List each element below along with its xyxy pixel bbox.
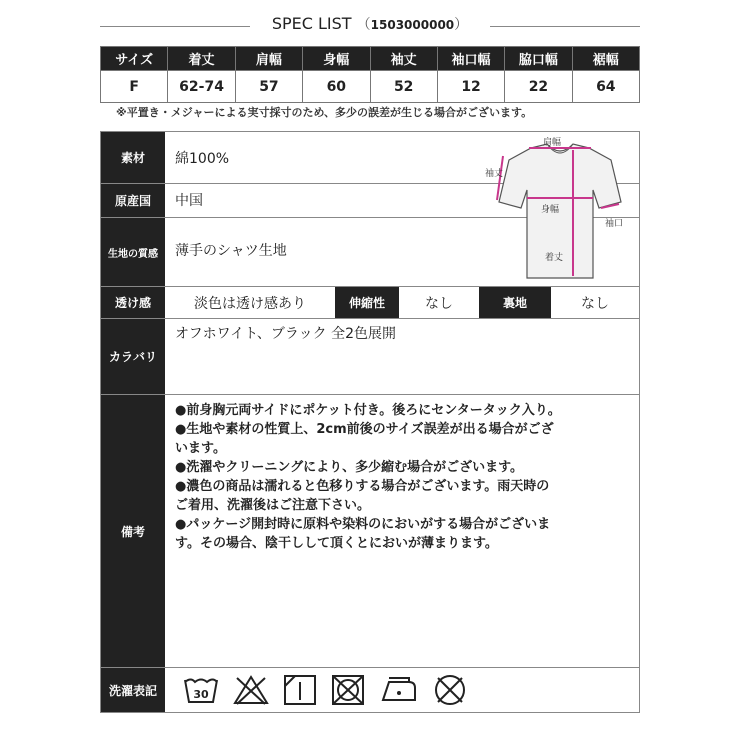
spec-header [100,14,640,40]
remarks-line: ●生地や素材の性質上、2cm前後のサイズ誤差が出る場合がござ [175,422,554,437]
size-cell: 57 [235,71,302,103]
close-paren: ） [454,17,469,33]
spec-title-text: SPEC LIST [271,14,352,33]
remarks-line: います。 [175,441,226,456]
origin-value: 中国 [175,193,203,209]
size-cell: 62-74 [168,71,235,103]
size-table-header-row [101,47,640,71]
product-code: 1503000000 [370,18,455,32]
fabric-value: 薄手のシャツ生地 [175,243,287,259]
diagram-body-width-label: 身幅 [541,205,560,215]
size-header-cell: 袖丈 [370,47,437,71]
diagram-sleeve-label: 袖丈 [485,169,504,179]
spec-title [250,14,490,34]
measurement-note: ※平置き・メジャーによる実寸採寸のため、多少の誤差が生じる場合がございます。 [116,106,533,119]
size-cell: 64 [572,71,639,103]
size-header-cell: 身幅 [303,47,370,71]
remarks-text [175,401,637,553]
lining-label: 裏地 [479,287,551,318]
stretch-value: なし [425,295,453,312]
open-paren: （ [356,17,371,33]
material-value: 綿100% [175,151,230,167]
no-dry-clean-icon [433,673,467,707]
sheer-label: 透け感 [101,287,165,318]
remarks-line: ご着用、洗濯後はご注意下さい。 [175,498,371,513]
care-row [101,668,639,712]
wash-temperature: 30 [193,688,209,701]
diagram-cuff-label: 袖口 [605,219,624,229]
sheer-value: 淡色は透け感あり [194,295,306,312]
remarks-line: ●洗濯やクリーニングにより、多少縮む場合がございます。 [175,460,524,475]
size-header-cell: 脇口幅 [505,47,572,71]
remarks-line: す。その場合、陰干しして頂くとにおいが薄まります。 [175,536,498,551]
size-header-cell: 着丈 [168,47,235,71]
size-table [100,46,640,103]
wash-30-icon [183,674,219,706]
diagram-shoulder-label: 肩幅 [543,138,562,148]
care-icons [183,668,467,712]
remarks-label: 備考 [101,395,165,667]
stretch-label: 伸縮性 [335,287,399,318]
origin-label: 原産国 [101,184,165,217]
no-bleach-icon [233,674,269,706]
spec-details [100,131,640,713]
line-dry-shade-icon [283,674,317,706]
table-row [101,71,640,103]
header-divider-left [100,26,250,27]
iron-low-icon [379,674,419,706]
material-label: 素材 [101,132,165,183]
size-cell: 60 [303,71,370,103]
size-header-cell: サイズ [101,47,168,71]
size-header-cell: 肩幅 [235,47,302,71]
colors-row [101,319,639,395]
diagram-length-label: 着丈 [545,253,564,263]
lining-value: なし [581,295,609,312]
size-header-cell: 裾幅 [572,47,639,71]
remarks-row [101,395,639,668]
care-label: 洗濯表記 [101,668,165,712]
size-cell: 12 [437,71,504,103]
remarks-line: ●パッケージ開封時に原料や染料のにおいがする場合がございま [175,517,551,532]
sheer-row [101,287,639,319]
fabric-label: 生地の質感 [101,218,165,286]
size-cell: F [101,71,168,103]
garment-diagram [481,136,639,284]
header-divider-right [490,26,640,27]
size-header-cell: 袖口幅 [437,47,504,71]
colors-label: カラバリ [101,319,165,394]
remarks-line: ●濃色の商品は濡れると色移りする場合がございます。雨天時の [175,479,550,494]
colors-value: オフホワイト、ブラック 全2色展開 [175,326,396,342]
remarks-line: ●前身胸元両サイドにポケット付き。後ろにセンタータック入り。 [175,403,561,418]
size-cell: 22 [505,71,572,103]
size-cell: 52 [370,71,437,103]
no-tumble-dry-icon [331,674,365,706]
